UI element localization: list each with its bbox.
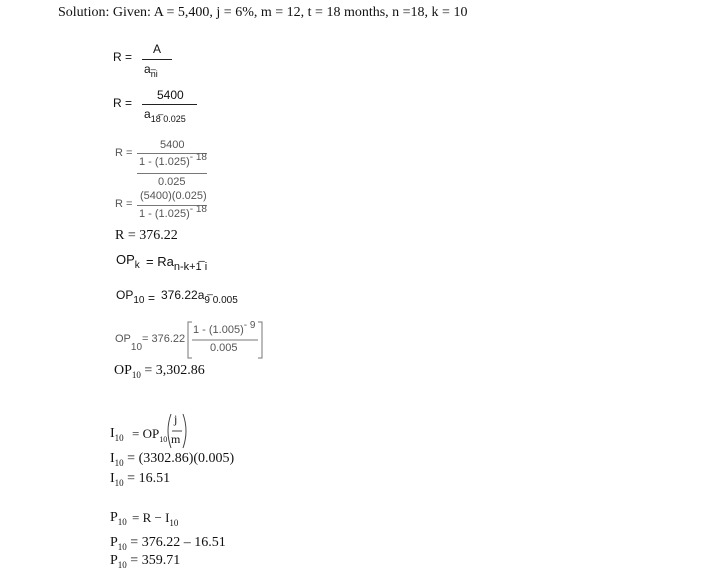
fraction-bar bbox=[142, 104, 197, 105]
r-numerator: 5400 bbox=[160, 139, 185, 151]
inner-denominator: 0.025 bbox=[158, 176, 186, 188]
op10-rhs: $376.22a_{9̅ 0.005}$ bbox=[161, 288, 238, 306]
inner-numerator: 1 - (1.025)- 18 bbox=[139, 152, 207, 168]
op-rhs: = $Ra_{n-k+1̅ i}$ bbox=[146, 254, 208, 273]
r-numerator: A bbox=[153, 42, 162, 56]
op-lhs: $OP_k$ bbox=[116, 252, 140, 271]
op10-lhs: OP10 bbox=[115, 333, 143, 353]
fraction-bar bbox=[142, 59, 172, 60]
p10-rhs: = $R - I_{10}$ bbox=[132, 510, 179, 528]
p10-lhs: $P_{10}$ bbox=[110, 510, 127, 527]
r-lhs: R = bbox=[115, 198, 133, 210]
op10-rhs-coefficient: = 376.22 bbox=[142, 333, 186, 345]
inner-fraction-bar bbox=[137, 173, 207, 174]
r-lhs: R = bbox=[113, 50, 133, 64]
i10-rhs: = $OP_{10}$ bbox=[132, 426, 168, 444]
bracket-numerator: 1 - (1.005)- 9 bbox=[193, 320, 256, 336]
j-numerator: j bbox=[174, 412, 178, 426]
r-denominator: $a_{18̅ 0.025}$ bbox=[144, 107, 186, 124]
r-denominator: 1 - (1.025)- 18 bbox=[139, 204, 207, 220]
r-denominator: $a_{n̅i}$ bbox=[144, 62, 158, 79]
bracket-denominator: 0.005 bbox=[210, 342, 238, 354]
op10-lhs: $OP_{10}$ bbox=[116, 288, 145, 306]
solution-label: Solution: Given: bbox=[58, 5, 151, 20]
r-numerator: (5400)(0.025) bbox=[140, 190, 207, 202]
i10-result: $I_{10} = 16.51$ bbox=[110, 471, 171, 488]
m-denominator: m bbox=[171, 432, 181, 446]
i10-lhs: $I_{10}$ bbox=[110, 426, 124, 443]
p10-result: $P_{10} = 359.71$ bbox=[110, 553, 181, 570]
r-numerator: 5400 bbox=[157, 88, 184, 102]
op10-result: $OP_{10} = 3,302.86$ bbox=[114, 363, 205, 380]
r-lhs: R = bbox=[115, 147, 133, 159]
equals-sign: = bbox=[148, 291, 156, 305]
r-lhs: R = bbox=[113, 96, 133, 110]
r-result: R = 376.22 bbox=[115, 228, 178, 243]
i10-substituted: $I_{10} = (3302.86)(0.005)$ bbox=[110, 451, 235, 468]
solution-header bbox=[58, 5, 467, 21]
p10-substituted: $P_{10} = 376.22 - 16.51$ bbox=[110, 535, 226, 552]
given-values: A = 5,400, j = 6%, m = 12, t = 18 months, n =18, k = 10 bbox=[153, 5, 468, 20]
